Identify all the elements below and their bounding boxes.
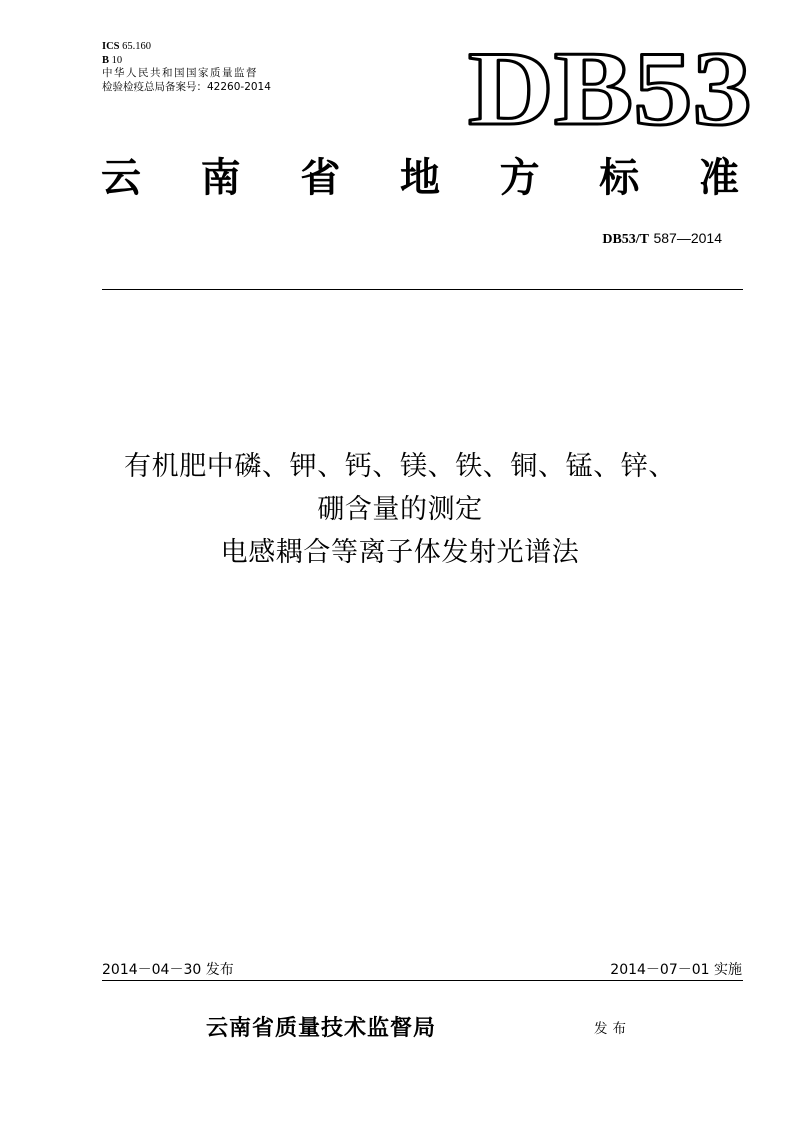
classification-code bbox=[102, 54, 271, 68]
heading-char: 地 bbox=[399, 154, 440, 201]
ics-value: 65.160 bbox=[122, 41, 152, 52]
classification-block bbox=[102, 40, 271, 94]
title-line-3: 电感耦合等离子体发射光谱法 bbox=[220, 537, 580, 568]
issuing-body: 云南省质量技术监督局 bbox=[206, 1015, 437, 1041]
heading-char: 标 bbox=[599, 154, 640, 201]
heading-char: 南 bbox=[200, 154, 241, 201]
record-number: 检验检疫总局备案号：42260-2014 bbox=[102, 80, 271, 93]
implementation-date: 2014－07－01 实施 bbox=[610, 962, 742, 978]
top-divider bbox=[102, 289, 743, 290]
ics-label: ICS bbox=[102, 41, 120, 52]
heading-char: 准 bbox=[698, 154, 739, 201]
class-label: B bbox=[102, 54, 110, 66]
title-line-2: 硼含量的测定 bbox=[317, 494, 483, 525]
standard-code: 587—2014 bbox=[653, 230, 722, 246]
heading-char: 方 bbox=[499, 154, 540, 201]
bottom-divider bbox=[102, 980, 743, 981]
standard-number bbox=[602, 229, 722, 249]
issue-label: 发布 bbox=[594, 1021, 631, 1037]
class-value: 10 bbox=[111, 54, 123, 66]
title-line-1: 有机肥中磷、钾、钙、镁、铁、铜、锰、锌、 bbox=[124, 451, 676, 482]
document-title bbox=[0, 445, 800, 574]
heading-char: 云 bbox=[101, 154, 141, 201]
standard-prefix: DB53/T bbox=[602, 232, 650, 247]
publish-date: 2014－04－30 发布 bbox=[102, 962, 234, 978]
db53-logo bbox=[465, 38, 755, 132]
heading-char: 省 bbox=[300, 154, 341, 201]
standard-type-heading bbox=[95, 152, 745, 204]
db53-logo-text: DB53 bbox=[468, 38, 752, 132]
issuing-authority: 中华人民共和国国家质量监督 bbox=[102, 67, 258, 79]
ics-code bbox=[102, 40, 271, 54]
